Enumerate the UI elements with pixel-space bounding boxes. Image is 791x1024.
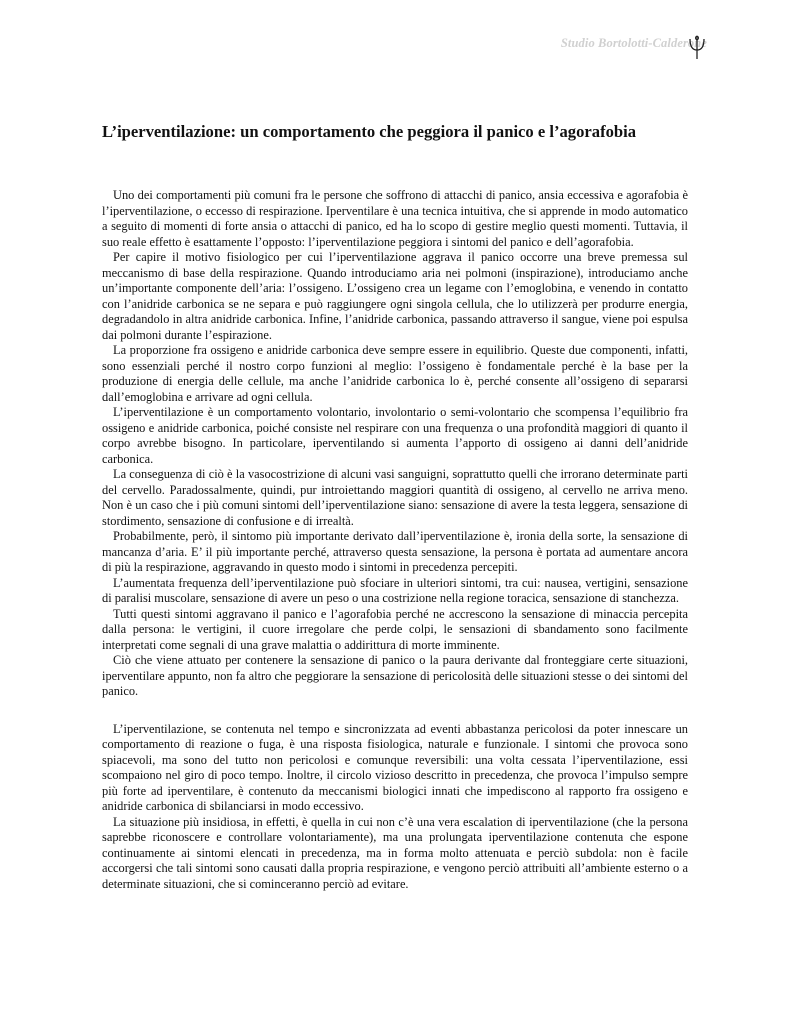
paragraph: La situazione più insidiosa, in effetti, è quella in cui non c’è una vera escalation di iperventilazione (che la persona saprebbe riconoscere e controllare volontariamente), ma una prolungata iperventilazione contenuta che espone continuamente ai sintomi elencati in precedenza, ma in forma molto attenuata e perciò subdola: non è facile accorgersi che tali sintomi sono causati dalla propria respirazione, e vengono perciò attribuiti all’ambiente esterno o a determinate situazioni, che si cominceranno perciò ad evitare. [102,814,688,891]
paragraph: L’aumentata frequenza dell’iperventilazione può sfociare in ulteriori sintomi, tra cui: nausea, vertigini, sensazione di paralisi muscolare, sensazione di avere un peso o una costrizione nella regione toracica, sensazione di stanchezza. [102,575,688,605]
paragraph: La proporzione fra ossigeno e anidride carbonica deve sempre essere in equilibrio. Queste due componenti, infatti, sono essenziali perché il nostro corpo funzioni al meglio: l’ossigeno è fondamentale perché è la base per la produzione di energia delle cellule, ma anche l’anidride carbonica lo è, perché consente all’ossigeno di separarsi dall’emoglobina e arrivare ad ogni cellula. [102,343,688,404]
paragraph: Per capire il motivo fisiologico per cui l’iperventilazione aggrava il panico occorre una breve premessa sul meccanismo di base della respirazione. Quando introduciamo aria nei polmoni (inspirazione), introduciamo anche un’importante componente dell’aria: l’ossigeno. L’ossigeno crea un legame con l’emoglobina, e venendo in contatto con l’anidride carbonica se ne separa e può raggiungere ogni singola cellula, che lo utilizzerà per produrre energia, degradandolo in altra anidride carbonica. Infine, l’anidride carbonica, passando attraverso il sangue, viene poi espulsa dai polmoni durante l’espirazione. [102,250,688,342]
paragraph: Tutti questi sintomi aggravano il panico e l’agorafobia perché ne accrescono la sensazione di minaccia percepita dalla persona: le vertigini, il cuore irregolare che perde colpi, le sensazioni di sbandamento sono facilmente interpretati come segnali di una grave malattia o addirittura di morte imminente. [102,606,688,652]
paragraph: Uno dei comportamenti più comuni fra le persone che soffrono di attacchi di panico, ansia eccessiva e agorafobia è l’iperventilazione, o eccesso di respirazione. Iperventilare è una tecnica intuitiva, che si apprende in modo automatico a seguito di momenti di forte ansia o attacchi di panico, ed ha lo scopo di gestire meglio questi momenti. Tuttavia, il suo reale effetto è esattamente l’opposto: l’iperventilazione peggiora i sintomi del panico e dell’agorafobia. [102,188,688,249]
paragraph: Probabilmente, però, il sintomo più importante derivato dall’iperventilazione è, ironia della sorte, la sensazione di mancanza d’aria. E’ il più importante perché, attraverso questa sensazione, la persona è portata ad aumentare ancora di più la respirazione, aggravando in questo modo i sintomi in precedenza percepiti. [102,529,688,574]
studio-name: Studio Bortolotti-Calderone [560,36,707,50]
paragraph: L’iperventilazione è un comportamento volontario, involontario o semi-volontario che scompensa l’equilibrio fra ossigeno e anidride carbonica, poiché consiste nel respirare con una frequenza o una profondità maggiori di quanto il corpo avrebbe bisogno. In particolare, iperventilando si aumenta l’apporto di ossigeno ai danni dell’anidride carbonica. [102,405,688,466]
document-title: L’iperventilazione: un comportamento che peggiora il panico e l’agorafobia [102,122,637,141]
document-body [102,188,688,892]
paragraph: La conseguenza di ciò è la vasocostrizione di alcuni vasi sanguigni, soprattutto quelli che irrorano determinate parti del cervello. Paradossalmente, quindi, pur introiettando maggiori quantità di ossigeno, al cervello ne arriva meno. Non è un caso che i più comuni sintomi dell’iperventilazione siano: sensazione di avere la testa leggera, sensazione di stordimento, sensazione di confusione e di irrealtà. [102,467,688,528]
paragraph: L’iperventilazione, se contenuta nel tempo e sincronizzata ad eventi abbastanza pericolosi da poter innescare un comportamento di reazione o fuga, è una risposta fisiologica, naturale e funzionale. I sintomi che provoca sono spiacevoli, ma sono del tutto non pericolosi e comunque reversibili: una volta cessata l’iperventilazione, essi scompaiono nel giro di poco tempo. Inoltre, il circolo vizioso descritto in precedenza, che provoca l’impulso sempre più forte ad iperventilare, è contenuto da meccanismi biologici innati che impediscono al rapporto fra ossigeno e anidride carbonica di sbilanciarsi in modo eccessivo. [102,721,688,813]
page-header [561,36,707,51]
paragraph: Ciò che viene attuato per contenere la sensazione di panico o la paura derivante dal fronteggiare certe situazioni, iperventilare appunto, non fa altro che peggiorare la sensazione di pericolosità delle situazioni stesse o dei sintomi del panico. [102,653,688,698]
psi-icon [688,34,706,60]
